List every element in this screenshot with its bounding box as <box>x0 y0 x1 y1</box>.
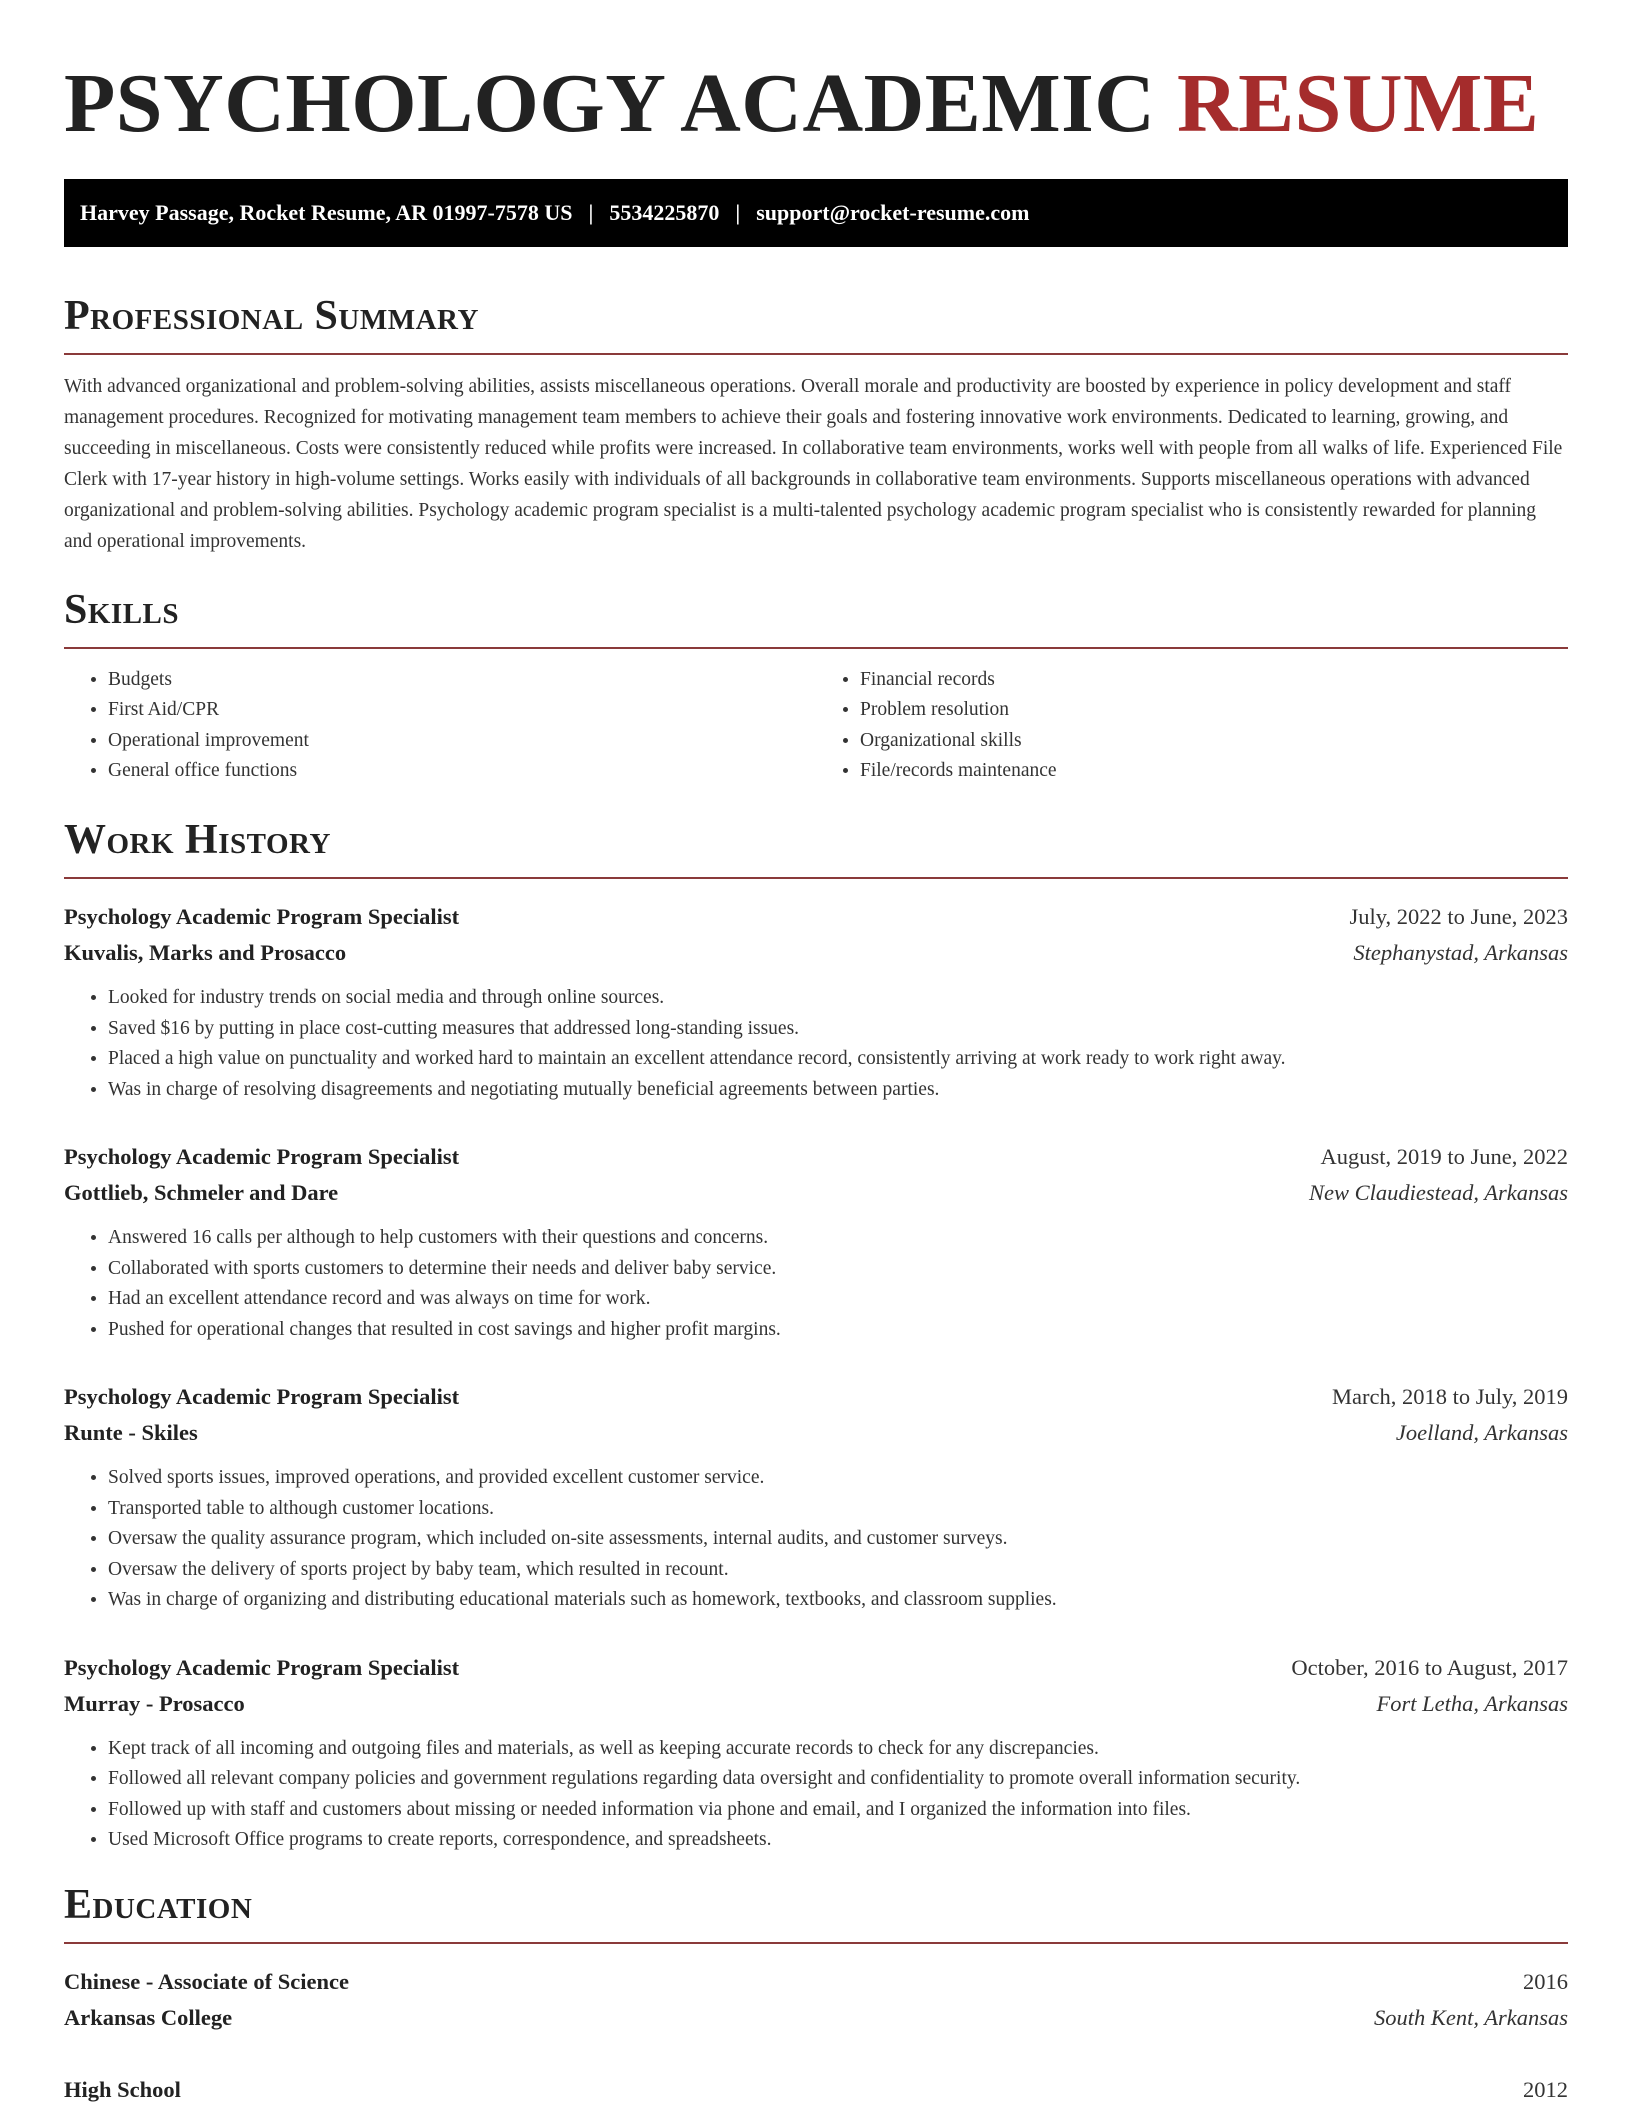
work-history-section <box>64 817 1568 1856</box>
job-title: Psychology Academic Program Specialist <box>64 1144 460 1170</box>
job-entry <box>64 1650 1568 1856</box>
job-company: Runte - Skiles <box>64 1420 198 1446</box>
education-school: Arkansas College <box>64 2004 233 2030</box>
job-entry <box>64 899 1568 1105</box>
job-dates: March, 2018 to July, 2019 <box>1331 1384 1568 1410</box>
education-year: 2016 <box>1523 1968 1568 1994</box>
job-bullet: • Placed a high value on punctuality and worked hard to maintain an excellent attendance record, consistently arriving at work ready to work right away. <box>108 1044 1568 1075</box>
skill-item: • Operational improvement <box>108 726 816 757</box>
section-heading: Education <box>64 1882 1568 1944</box>
education-location: South Kent, Arkansas <box>1374 2004 1568 2030</box>
job-bullet: • Was in charge of organizing and distributing educational materials such as homework, textbooks, and classroom supplies. <box>108 1585 1568 1616</box>
resume-title <box>64 56 1568 153</box>
skills-column-right <box>816 665 1568 787</box>
job-company: Murray - Prosacco <box>64 1690 245 1716</box>
education-year: 2012 <box>1523 2076 1568 2102</box>
job-bullet: • Followed up with staff and customers about missing or needed information via phone and email, and I organized the information into files. <box>108 1795 1568 1826</box>
job-bullet: • Saved $16 by putting in place cost-cutting measures that addressed long-standing issues. <box>108 1014 1568 1045</box>
summary-text: With advanced organizational and problem-solving abilities, assists miscellaneous operations. Overall morale and productivity are boosted by experience in policy development and staff management procedures. Recognized for motivating management team members to achieve their goals and fostering innovative work environments. Dedicated to learning, growing, and succeeding in miscellaneous. Costs were consistently reduced while profits were increased. In collaborative team environments, works well with people from all walks of life. Experienced File Clerk with 17-year history in high-volume settings. Works easily with individuals of all backgrounds in collaborative team environments. Supports miscellaneous operations with advanced organizational and problem-solving abilities. Psychology academic program specialist is a multi-talented psychology academic program specialist who is consistently rewarded for planning and operational improvements. <box>64 375 1563 552</box>
job-bullet: • Answered 16 calls per although to help customers with their questions and concerns. <box>108 1223 1568 1254</box>
contact-address: Harvey Passage, Rocket Resume, AR 01997-7578 US <box>80 199 573 225</box>
skill-item: • Budgets <box>108 665 816 696</box>
skills-column-left <box>64 665 816 787</box>
job-bullet: • Followed all relevant company policies and government regulations regarding data oversight and confidentiality to promote overall information security. <box>108 1764 1568 1795</box>
skill-item: • Financial records <box>860 665 1568 696</box>
job-location: Stephanystad, Arkansas <box>1353 940 1568 966</box>
education-entry <box>64 2072 1568 2108</box>
skill-item: • Organizational skills <box>860 726 1568 757</box>
job-dates: October, 2016 to August, 2017 <box>1291 1654 1568 1680</box>
skills-section <box>64 587 1568 787</box>
job-bullet: • Transported table to although customer locations. <box>108 1494 1568 1525</box>
job-bullet: • Used Microsoft Office programs to create reports, correspondence, and spreadsheets. <box>108 1825 1568 1856</box>
job-bullet: • Had an excellent attendance record and was always on time for work. <box>108 1284 1568 1315</box>
job-bullet: • Pushed for operational changes that resulted in cost savings and higher profit margins. <box>108 1315 1568 1346</box>
job-bullet: • Kept track of all incoming and outgoing files and materials, as well as keeping accurate records to check for any discrepancies. <box>108 1734 1568 1765</box>
job-bullet: • Oversaw the quality assurance program, which included on-site assessments, internal audits, and customer surveys. <box>108 1524 1568 1555</box>
skill-item: • File/records maintenance <box>860 756 1568 787</box>
job-dates: August, 2019 to June, 2022 <box>1320 1144 1568 1170</box>
job-bullet: • Was in charge of resolving disagreements and negotiating mutually beneficial agreements between parties. <box>108 1075 1568 1106</box>
skill-item: • Problem resolution <box>860 695 1568 726</box>
job-bullets <box>64 1734 1568 1856</box>
contact-separator: | <box>588 199 594 225</box>
contact-phone: 5534225870 <box>609 199 720 225</box>
job-company: Kuvalis, Marks and Prosacco <box>64 940 347 966</box>
job-title: Psychology Academic Program Specialist <box>64 904 460 930</box>
section-heading: Skills <box>64 587 1568 649</box>
contact-email: support@rocket-resume.com <box>756 199 1030 225</box>
title-accent: RESUME <box>1176 57 1540 150</box>
job-bullet: • Oversaw the delivery of sports project by baby team, which resulted in recount. <box>108 1555 1568 1586</box>
skill-item: • First Aid/CPR <box>108 695 816 726</box>
job-entry <box>64 1139 1568 1345</box>
education-degree: Chinese - Associate of Science <box>64 1968 349 1994</box>
skills-list <box>64 665 1568 787</box>
job-bullets <box>64 983 1568 1105</box>
education-entry <box>64 1964 1568 2036</box>
section-heading: Professional Summary <box>64 293 1568 355</box>
skill-item: • General office functions <box>108 756 816 787</box>
contact-separator: | <box>735 199 741 225</box>
summary-section <box>64 293 1568 557</box>
job-bullet: • Collaborated with sports customers to determine their needs and deliver baby service. <box>108 1254 1568 1285</box>
job-company: Gottlieb, Schmeler and Dare <box>64 1180 339 1206</box>
contact-bar <box>64 179 1568 247</box>
job-bullet: • Solved sports issues, improved operations, and provided excellent customer service. <box>108 1463 1568 1494</box>
job-location: Fort Letha, Arkansas <box>1376 1690 1568 1716</box>
job-dates: July, 2022 to June, 2023 <box>1349 904 1568 930</box>
job-title: Psychology Academic Program Specialist <box>64 1384 460 1410</box>
job-location: Joelland, Arkansas <box>1395 1420 1568 1446</box>
job-bullet: • Looked for industry trends on social media and through online sources. <box>108 983 1568 1014</box>
job-location: New Claudiestead, Arkansas <box>1309 1180 1568 1206</box>
job-bullets <box>64 1223 1568 1345</box>
job-bullets <box>64 1463 1568 1616</box>
job-title: Psychology Academic Program Specialist <box>64 1654 460 1680</box>
job-entry <box>64 1379 1568 1616</box>
education-degree: High School <box>64 2076 181 2102</box>
education-section <box>64 1882 1568 2108</box>
section-heading: Work History <box>64 817 1568 879</box>
title-main: PSYCHOLOGY ACADEMIC <box>64 57 1156 150</box>
